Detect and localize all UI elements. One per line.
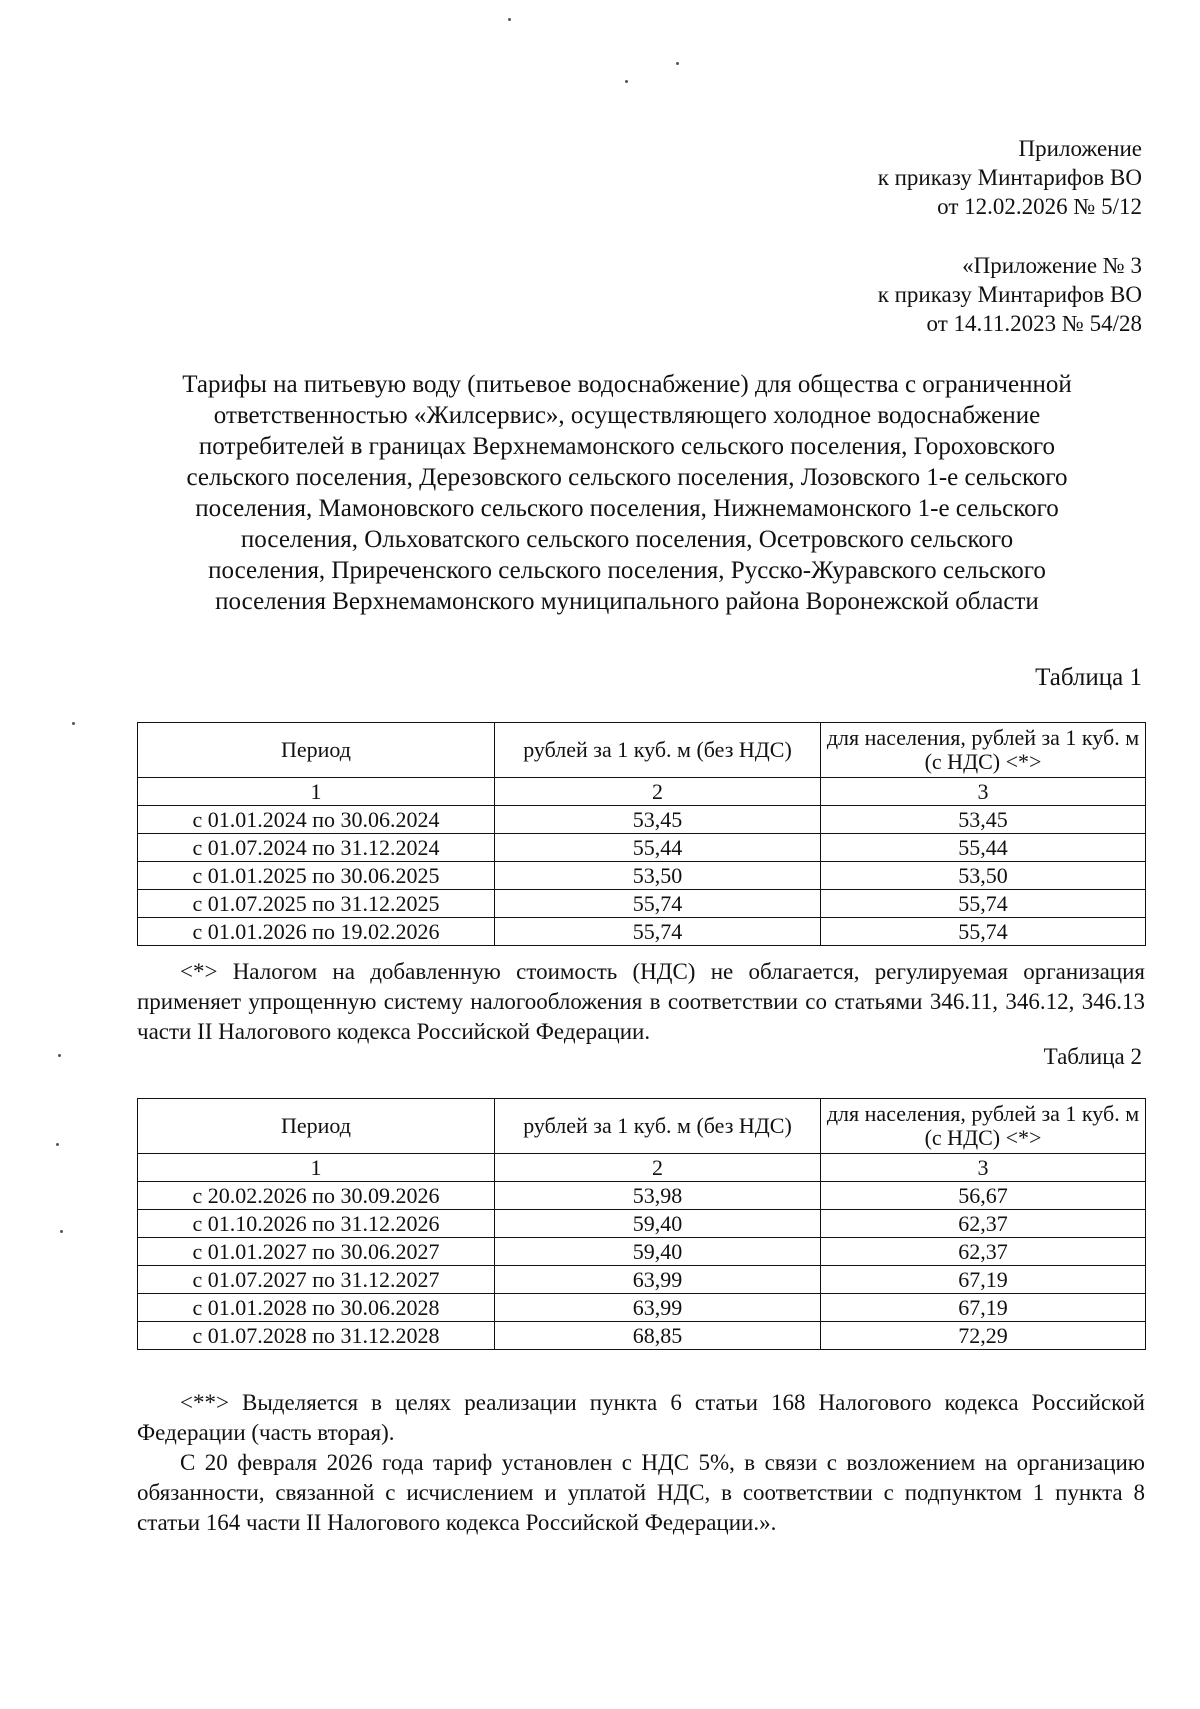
scan-speck <box>625 80 628 83</box>
appendix3-line: «Приложение № 3 <box>962 253 1142 278</box>
title-line: Тарифы на питьевую воду (питьевое водоснабжение) для общества с ограниченной <box>182 371 1072 398</box>
header-price-population: для населения, рублей за 1 куб. м (с НДС) <*> <box>821 1099 1146 1154</box>
cell-price: 53,50 <box>495 862 821 890</box>
cell-price-population: 55,74 <box>821 918 1146 946</box>
column-number: 3 <box>821 1154 1146 1182</box>
table-row <box>138 806 1146 834</box>
table-row <box>138 890 1146 918</box>
cell-price-population: 67,19 <box>821 1266 1146 1294</box>
title-line: потребителей в границах Верхнемамонского сельского поселения, Гороховского <box>198 433 1056 460</box>
cell-price: 55,74 <box>495 918 821 946</box>
cell-price-population: 62,37 <box>821 1210 1146 1238</box>
appendix-line: от 12.02.2026 № 5/12 <box>937 194 1142 219</box>
column-number: 1 <box>138 778 495 806</box>
table-row <box>138 1266 1146 1294</box>
cell-period: с 20.02.2026 по 30.09.2026 <box>138 1182 495 1210</box>
cell-price-population: 56,67 <box>821 1182 1146 1210</box>
title-line: поселения, Мамоновского сельского поселения, Нижнемамонского 1-е сельского <box>195 495 1059 522</box>
title-line: поселения, Ольховатского сельского поселения, Осетровского сельского <box>240 526 1014 553</box>
cell-period: с 01.07.2027 по 31.12.2027 <box>138 1266 495 1294</box>
table-row <box>138 1182 1146 1210</box>
scan-speck <box>60 1230 63 1233</box>
cell-price-population: 62,37 <box>821 1238 1146 1266</box>
title-line: поселения, Приреченского сельского поселения, Русско-Журавского сельского <box>208 557 1046 584</box>
header-period: Период <box>138 1099 495 1154</box>
column-number-row <box>138 778 1146 806</box>
cell-period: с 01.01.2027 по 30.06.2027 <box>138 1238 495 1266</box>
table-row <box>138 1294 1146 1322</box>
cell-period: с 01.01.2025 по 30.06.2025 <box>138 862 495 890</box>
column-number: 2 <box>495 778 821 806</box>
tariff-table-2 <box>137 1098 1146 1350</box>
cell-price: 68,85 <box>495 1322 821 1350</box>
header-price-population: для населения, рублей за 1 куб. м (с НДС) <*> <box>821 723 1146 778</box>
table-header-row <box>138 1099 1146 1154</box>
scan-speck <box>508 18 511 21</box>
tariff-table-1 <box>137 722 1146 946</box>
cell-price: 53,98 <box>495 1182 821 1210</box>
table-row <box>138 1322 1146 1350</box>
cell-price-population: 67,19 <box>821 1294 1146 1322</box>
title-line: поселения Верхнемамонского муниципального района Воронежской области <box>215 588 1039 615</box>
column-number: 2 <box>495 1154 821 1182</box>
document-title <box>110 369 1144 617</box>
cell-period: с 01.01.2028 по 30.06.2028 <box>138 1294 495 1322</box>
cell-period: с 01.07.2025 по 31.12.2025 <box>138 890 495 918</box>
cell-price: 59,40 <box>495 1238 821 1266</box>
appendix-line: к приказу Минтарифов ВО <box>877 165 1142 190</box>
appendix-header <box>878 134 1142 221</box>
title-line: ответственностью «Жилсервис», осуществляющего холодное водоснабжение <box>213 402 1041 429</box>
table-row <box>138 862 1146 890</box>
cell-price: 53,45 <box>495 806 821 834</box>
cell-price-population: 72,29 <box>821 1322 1146 1350</box>
cell-price: 59,40 <box>495 1210 821 1238</box>
cell-price-population: 55,44 <box>821 834 1146 862</box>
table-header-row <box>138 723 1146 778</box>
cell-period: с 01.01.2024 по 30.06.2024 <box>138 806 495 834</box>
table-row <box>138 1238 1146 1266</box>
table-row <box>138 918 1146 946</box>
appendix3-header <box>878 251 1142 338</box>
header-price-no-vat: рублей за 1 куб. м (без НДС) <box>495 723 821 778</box>
cell-period: с 01.07.2028 по 31.12.2028 <box>138 1322 495 1350</box>
appendix3-line: от 14.11.2023 № 54/28 <box>926 311 1142 336</box>
table2-label: Таблица 2 <box>1043 1044 1142 1069</box>
cell-period: с 01.10.2026 по 31.12.2026 <box>138 1210 495 1238</box>
column-number: 1 <box>138 1154 495 1182</box>
cell-price-population: 53,50 <box>821 862 1146 890</box>
appendix3-line: к приказу Минтарифов ВО <box>877 282 1142 307</box>
scan-speck <box>72 722 75 725</box>
table-row <box>138 834 1146 862</box>
header-period: Период <box>138 723 495 778</box>
header-price-no-vat: рублей за 1 куб. м (без НДС) <box>495 1099 821 1154</box>
title-line: сельского поселения, Дерезовского сельского поселения, Лозовского 1-е сельского <box>186 464 1068 491</box>
scan-speck <box>58 1054 61 1057</box>
cell-price: 55,74 <box>495 890 821 918</box>
table-row <box>138 1210 1146 1238</box>
cell-price: 55,44 <box>495 834 821 862</box>
cell-period: с 01.01.2026 по 19.02.2026 <box>138 918 495 946</box>
cell-price: 63,99 <box>495 1294 821 1322</box>
appendix-line: Приложение <box>1018 136 1142 161</box>
table1-label: Таблица 1 <box>1035 664 1142 691</box>
column-number-row <box>138 1154 1146 1182</box>
scan-speck <box>56 1143 59 1146</box>
cell-price: 63,99 <box>495 1266 821 1294</box>
vat-exemption-note: <*> Налогом на добавленную стоимость (НДС) не облагается, регулируемая организация применяет упрощенную систему налогообложения в соответствии со статьями 346.11, 346.12, 346.13 части II Налогового кодекса Российской Федерации. <box>137 959 1145 1044</box>
cell-price-population: 53,45 <box>821 806 1146 834</box>
vat-allocation-note: <**> Выделяется в целях реализации пункта 6 статьи 168 Налогового кодекса Российской Федерации (часть вторая). <box>137 1390 1145 1445</box>
vat-rate-note: С 20 февраля 2026 года тариф установлен с НДС 5%, в связи с возложением на организацию обязанности, связанной с исчислением и уплатой НДС, в соответствии с подпунктом 1 пункта 8 статьи 164 части II Налогового кодекса Российской Федерации.». <box>137 1450 1145 1535</box>
column-number: 3 <box>821 778 1146 806</box>
cell-period: с 01.07.2024 по 31.12.2024 <box>138 834 495 862</box>
cell-price-population: 55,74 <box>821 890 1146 918</box>
scan-speck <box>676 62 679 65</box>
